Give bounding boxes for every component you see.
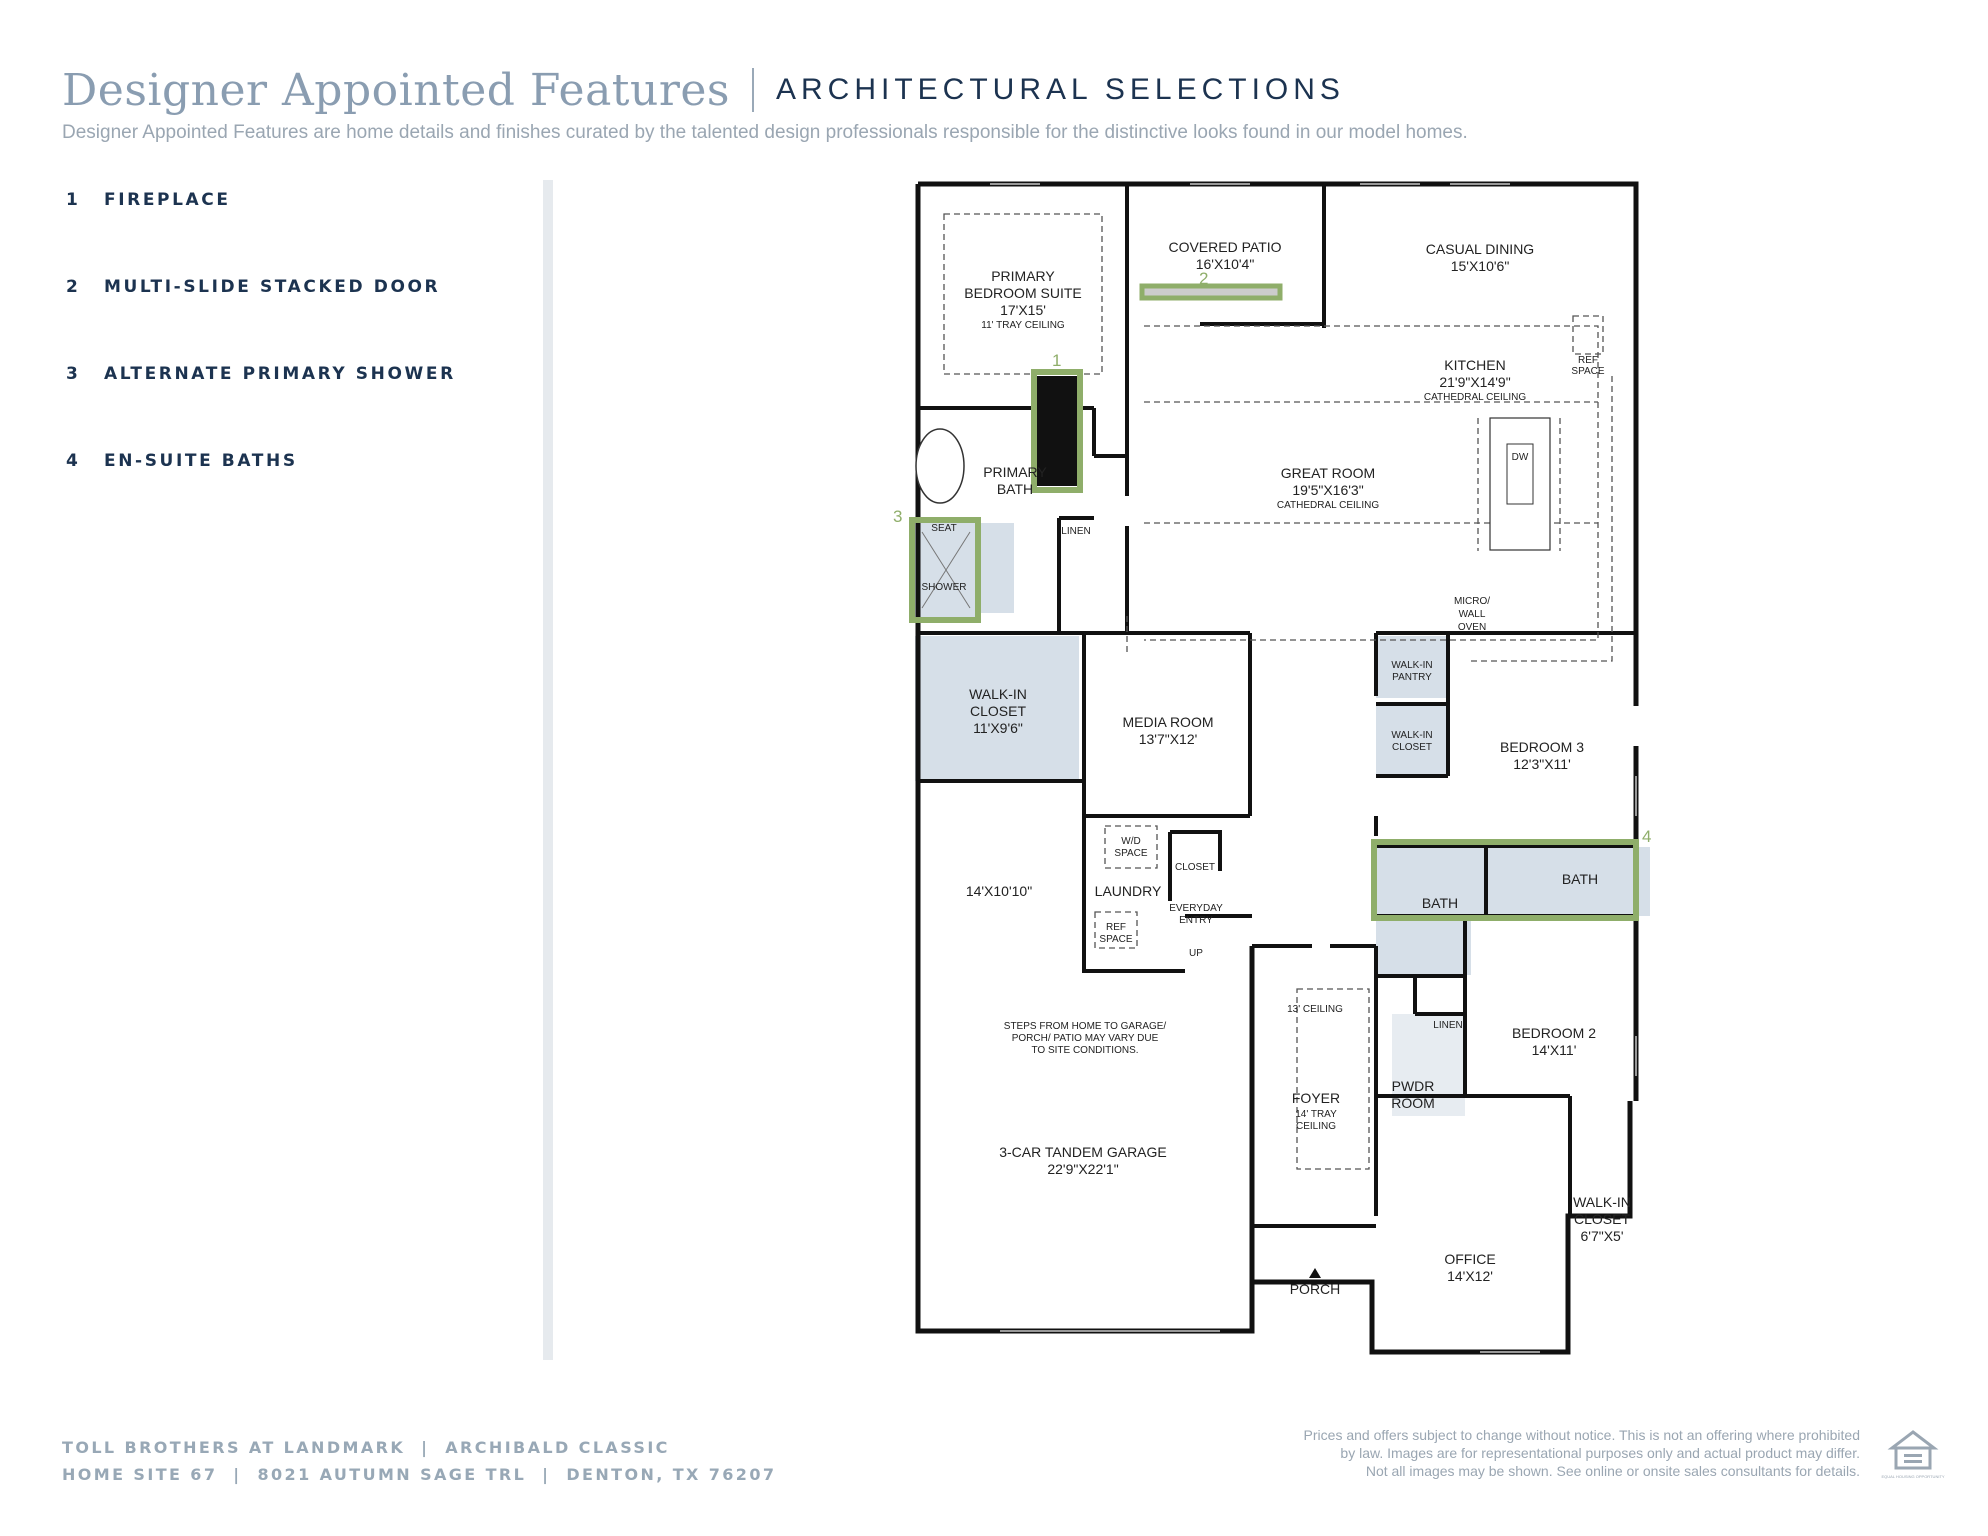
- callout-1: 1: [1052, 351, 1062, 370]
- bath-right-label: BATH: [1561, 871, 1599, 887]
- up-label: UP: [1189, 948, 1203, 959]
- page-title: Designer Appointed Features: [62, 64, 730, 116]
- ceiling13-label: 13' CEILING: [1287, 1004, 1343, 1015]
- wd-line1: W/D: [1121, 836, 1141, 847]
- feature-item: [66, 449, 456, 473]
- bath-left-label: BATH: [1421, 895, 1459, 911]
- kitchen-ref-line1: REF: [1578, 355, 1598, 366]
- closet-small-label: CLOSET: [1174, 862, 1216, 873]
- micro-line1: MICRO/: [1453, 596, 1491, 607]
- feature-number: 4: [66, 451, 81, 471]
- kitchen-name: KITCHEN: [1444, 357, 1506, 373]
- title-divider: [752, 68, 754, 112]
- floor-plan: [880, 176, 1660, 1366]
- equal-housing-text: EQUAL HOUSING OPPORTUNITY: [1881, 1474, 1945, 1479]
- steps-note-line1: STEPS FROM HOME TO GARAGE/: [1003, 1021, 1167, 1032]
- entry-line2: ENTRY: [1179, 915, 1213, 926]
- disclaimer-line1: Prices and offers subject to change without notice. This is not an offering where prohibited: [1303, 1427, 1860, 1443]
- dining-size: 15'X10'6": [1450, 258, 1510, 274]
- primary-bedroom-name: PRIMARY: [991, 268, 1055, 284]
- disclaimer-line2: by law. Images are for representational purposes only and actual product may differ.: [1340, 1445, 1860, 1461]
- entry-line1: EVERYDAY: [1169, 903, 1223, 914]
- feature-label: FIREPLACE: [104, 190, 231, 210]
- primary-bedroom-size: 17'X15': [1000, 302, 1046, 318]
- laundry-label: LAUNDRY: [1094, 883, 1162, 899]
- feature-number: 2: [66, 277, 81, 297]
- linen-label-1: LINEN: [1061, 526, 1091, 537]
- feature-item: [66, 275, 456, 299]
- micro-line2: WALL: [1458, 609, 1486, 620]
- column-divider: [543, 180, 553, 1360]
- foyer-line2: 14' TRAY: [1295, 1109, 1337, 1120]
- primary-bath-name2: BATH: [996, 481, 1034, 497]
- bedroom3-name: BEDROOM 3: [1499, 739, 1585, 755]
- linen-label-2: LINEN: [1433, 1020, 1463, 1031]
- dishwasher-label: DW: [1511, 452, 1529, 463]
- primary-closet-size: 11'X9'6": [973, 720, 1023, 736]
- steps-note-line3: TO SITE CONDITIONS.: [1031, 1045, 1139, 1056]
- porch-label: PORCH: [1289, 1281, 1341, 1297]
- garage-extension-size: 14'X10'10": [965, 883, 1033, 899]
- b3-closet-area: [1376, 706, 1448, 776]
- dining-name: CASUAL DINING: [1425, 241, 1535, 257]
- feature-label: MULTI-SLIDE STACKED DOOR: [104, 277, 441, 297]
- pwdr-line2: ROOM: [1391, 1095, 1435, 1111]
- patio-name: COVERED PATIO: [1168, 239, 1282, 255]
- feature-list: [66, 188, 456, 536]
- patio-size: 16'X10'4": [1195, 256, 1255, 272]
- foyer-name: FOYER: [1291, 1090, 1341, 1106]
- feature-item: [66, 188, 456, 212]
- b2-closet-size: 6'7"X5': [1580, 1228, 1624, 1244]
- entry-arrow-icon: [1309, 1268, 1321, 1278]
- bedroom2-size: 14'X11': [1531, 1042, 1577, 1058]
- pwdr-line1: PWDR: [1391, 1078, 1435, 1094]
- b2-closet-line1: WALK-IN: [1573, 1194, 1631, 1210]
- kitchen-size: 21'9"X14'9": [1439, 374, 1511, 390]
- laundry-ref-line2: SPACE: [1099, 934, 1133, 945]
- steps-note-line2: PORCH/ PATIO MAY VARY DUE: [1011, 1033, 1159, 1044]
- page-subtitle: ARCHITECTURAL SELECTIONS: [775, 73, 1345, 106]
- bath-floor-area: [978, 523, 1014, 613]
- page-title-group: [62, 60, 1345, 120]
- kitchen-island: [1490, 418, 1550, 550]
- wd-line2: SPACE: [1114, 848, 1148, 859]
- shower-label: SHOWER: [921, 582, 967, 593]
- primary-bath-name: PRIMARY: [983, 464, 1047, 480]
- feature-label: ALTERNATE PRIMARY SHOWER: [104, 364, 456, 384]
- foyer-line3: CEILING: [1295, 1121, 1337, 1132]
- page-description: Designer Appointed Features are home details and finishes curated by the talented design professionals responsible for the distinctive looks found in our model homes.: [62, 122, 1468, 143]
- laundry-ref-line1: REF: [1106, 922, 1126, 933]
- footer-line1: TOLL BROTHERS AT LANDMARK | ARCHIBALD CLASSIC: [62, 1438, 670, 1457]
- footer-disclaimer: [1240, 1426, 1860, 1480]
- primary-closet-line1: WALK-IN: [969, 686, 1027, 702]
- b3-closet-line2: CLOSET: [1391, 742, 1433, 753]
- ensuite-baths-area: [1374, 847, 1650, 916]
- disclaimer-line3: Not all images may be shown. See online or onsite sales consultants for details.: [1365, 1463, 1860, 1479]
- pantry-line2: PANTRY: [1392, 672, 1432, 683]
- seat-label: SEAT: [931, 523, 957, 534]
- stacked-door-highlight: [1142, 286, 1280, 298]
- equal-housing-icon: [1881, 1428, 1945, 1480]
- callout-3: 3: [893, 507, 903, 526]
- garage-name: 3-CAR TANDEM GARAGE: [999, 1144, 1167, 1160]
- floor-plan-svg: [880, 176, 1660, 1366]
- b3-closet-line1: WALK-IN: [1391, 730, 1433, 741]
- great-room-size: 19'5"X16'3": [1292, 482, 1364, 498]
- callout-4: 4: [1642, 827, 1652, 846]
- primary-bedroom-name2: BEDROOM SUITE: [964, 285, 1082, 301]
- great-room-name: GREAT ROOM: [1280, 465, 1376, 481]
- tub-icon: [916, 429, 964, 503]
- office-size: 14'X12': [1447, 1268, 1493, 1284]
- garage-size: 22'9"X22'1": [1047, 1161, 1119, 1177]
- pantry-line1: WALK-IN: [1391, 660, 1433, 671]
- feature-number: 3: [66, 364, 81, 384]
- kitchen-ref-line2: SPACE: [1571, 366, 1605, 377]
- micro-line3: OVEN: [1457, 622, 1487, 633]
- media-room-size: 13'7"X12': [1138, 731, 1198, 747]
- footer-line2: HOME SITE 67 | 8021 AUTUMN SAGE TRL | DENTON, TX 76207: [62, 1465, 777, 1484]
- feature-item: [66, 362, 456, 386]
- primary-bedroom-note: 11' TRAY CEILING: [981, 320, 1065, 331]
- footer-community: [62, 1434, 776, 1488]
- callout-2: 2: [1199, 269, 1209, 288]
- primary-closet-line2: CLOSET: [969, 703, 1027, 719]
- hall-area: [1376, 916, 1471, 975]
- b2-closet-line2: CLOSET: [1573, 1211, 1631, 1227]
- bedroom2-name: BEDROOM 2: [1511, 1025, 1597, 1041]
- kitchen-note: CATHEDRAL CEILING: [1423, 392, 1527, 403]
- great-room-note: CATHEDRAL CEILING: [1276, 500, 1380, 511]
- office-name: OFFICE: [1444, 1251, 1496, 1267]
- bedroom3-size: 12'3"X11': [1513, 756, 1571, 772]
- media-room-name: MEDIA ROOM: [1122, 714, 1214, 730]
- feature-number: 1: [66, 190, 81, 210]
- feature-label: EN-SUITE BATHS: [104, 451, 298, 471]
